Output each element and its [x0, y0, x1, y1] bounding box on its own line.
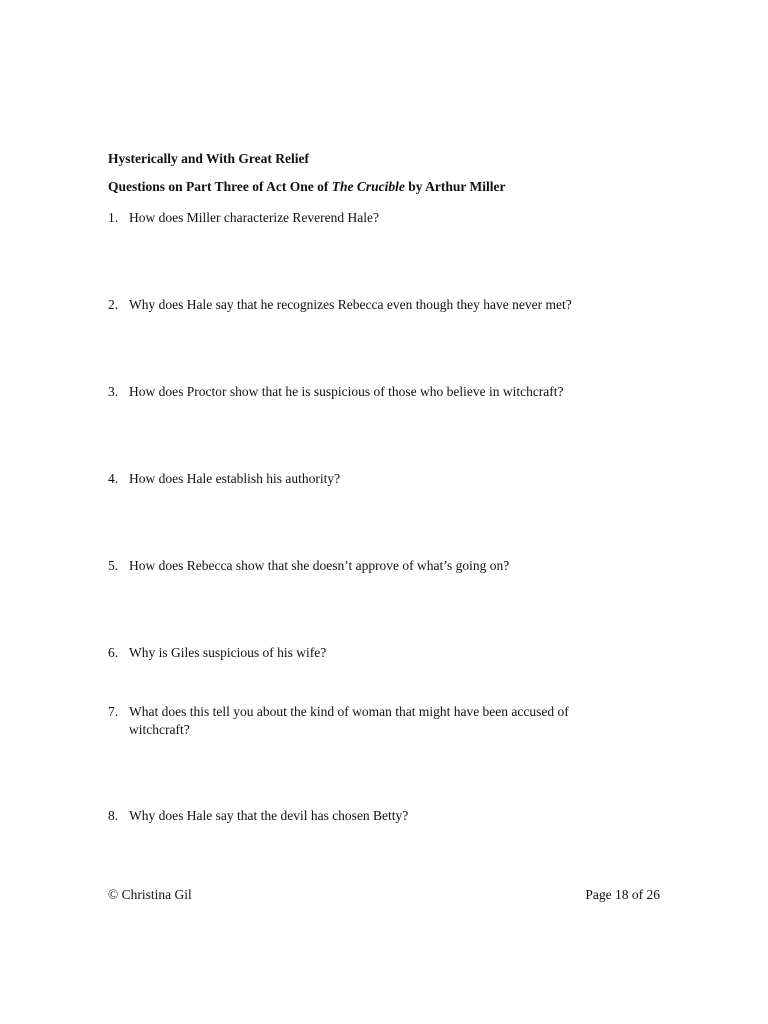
question-text: Why does Hale say that the devil has chosen Betty? [129, 808, 409, 823]
question-number: 6. [108, 645, 119, 660]
question-item [108, 703, 608, 739]
question-item [108, 557, 608, 575]
question-text: How does Miller characterize Reverend Hale? [129, 210, 380, 225]
question-number: 8. [108, 808, 119, 823]
question-text: What does this tell you about the kind of woman that might have been accused of witchcraft? [129, 704, 569, 737]
question-item [108, 296, 608, 314]
question-text: Why is Giles suspicious of his wife? [129, 645, 327, 660]
question-text: Why does Hale say that he recognizes Rebecca even though they have never met? [129, 297, 572, 312]
question-number: 2. [108, 297, 119, 312]
question-text: How does Proctor show that he is suspicious of those who believe in witchcraft? [129, 384, 564, 399]
question-item [108, 644, 608, 662]
question-number: 1. [108, 210, 119, 225]
question-number: 5. [108, 558, 119, 573]
work-title: The Crucible [331, 179, 405, 194]
page-title: Hysterically and With Great Relief [108, 151, 309, 166]
page-subtitle [108, 179, 506, 195]
question-text: How does Hale establish his authority? [129, 471, 341, 486]
question-item [108, 383, 608, 401]
question-number: 3. [108, 384, 119, 399]
question-number: 7. [108, 704, 119, 719]
copyright-notice: © Christina Gil [108, 887, 192, 902]
page-number: Page 18 of 26 [585, 887, 660, 902]
question-text: How does Rebecca show that she doesn’t approve of what’s going on? [129, 558, 510, 573]
question-item [108, 470, 608, 488]
question-number: 4. [108, 471, 119, 486]
question-item [108, 209, 608, 227]
subtitle-suffix: by Arthur Miller [404, 179, 506, 194]
question-item [108, 807, 608, 825]
subtitle-prefix: Questions on Part Three of Act One of [108, 179, 332, 194]
